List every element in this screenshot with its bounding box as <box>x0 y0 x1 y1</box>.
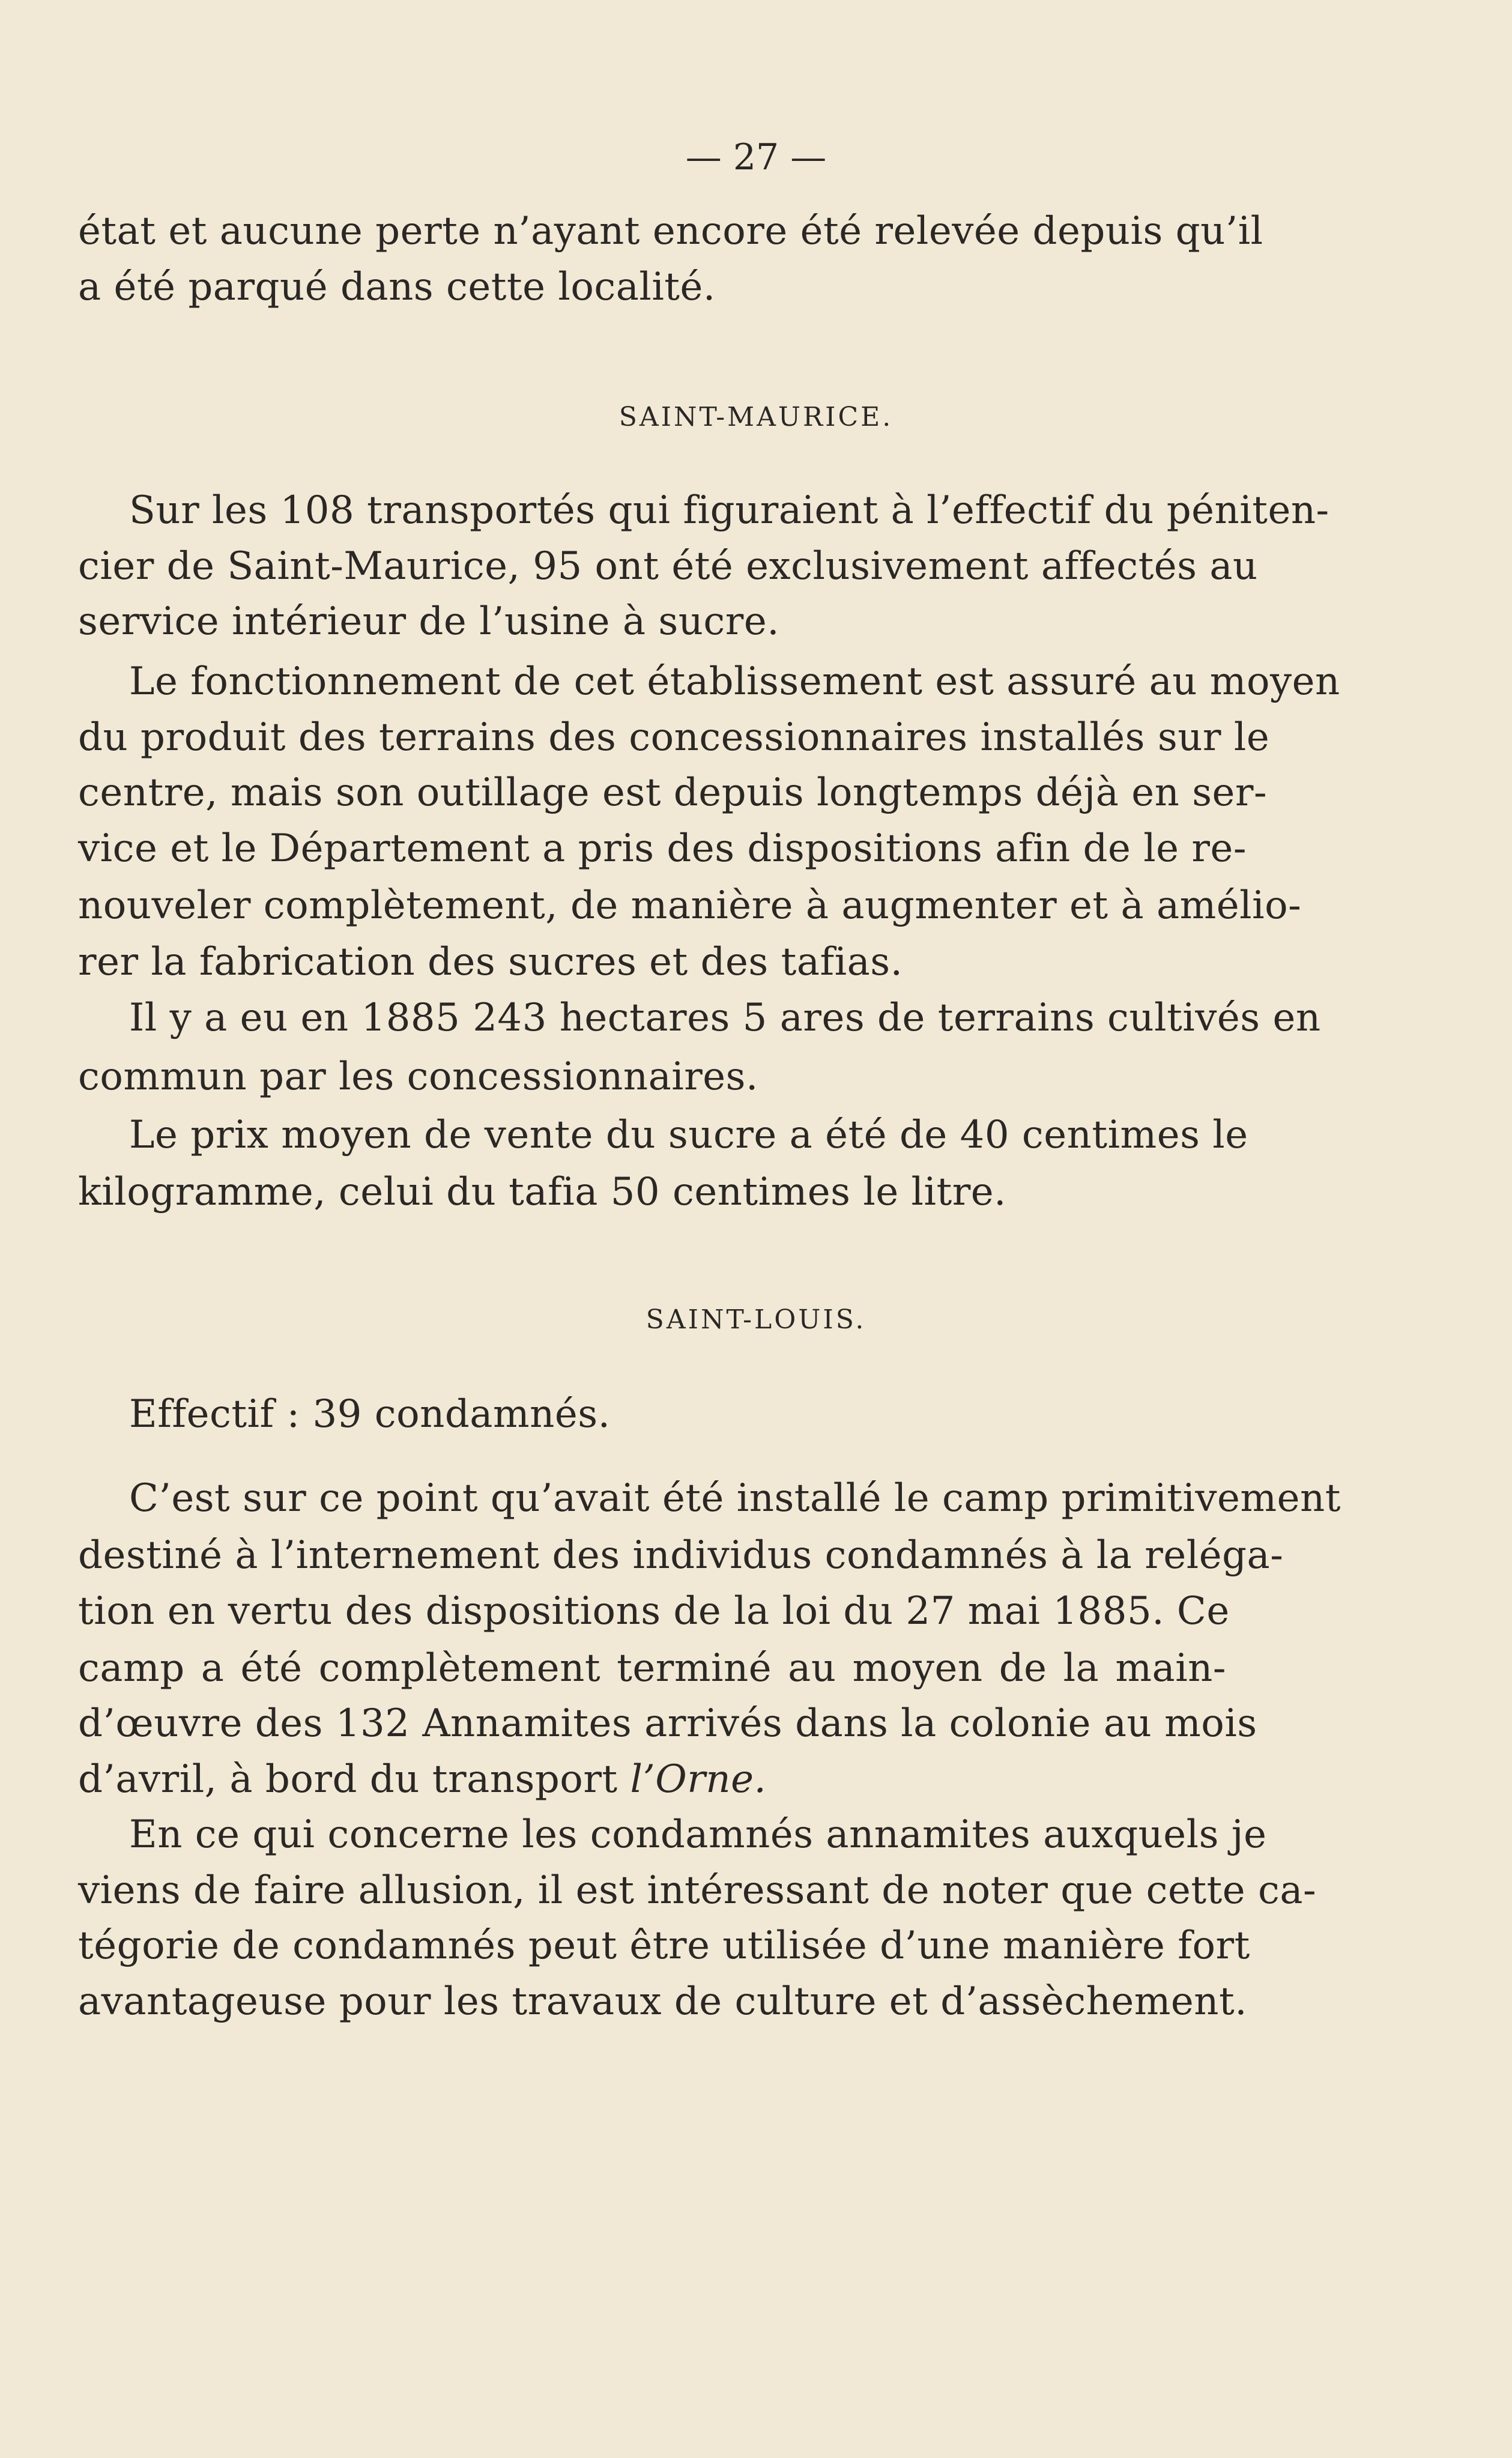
text-line: a été parqué dans cette localité. <box>78 265 716 309</box>
text-line: commun par les concessionnaires. <box>78 1055 758 1099</box>
text-line: camp a été complètement terminé au moyen de la main- <box>78 1646 1226 1691</box>
text-line: d’œuvre des 132 Annamites arrivés dans la colonie au mois <box>78 1701 1257 1746</box>
text-line: Effectif : 39 condamnés. <box>129 1392 611 1436</box>
text-line: rer la fabrication des sucres et des tafias. <box>78 940 903 984</box>
page-number: — 27 — <box>685 136 827 178</box>
text-line: nouveler complètement, de manière à augmenter et à amélio- <box>78 883 1302 928</box>
ship-name: l’Orne. <box>630 1757 767 1802</box>
text-line: En ce qui concerne les condamnés annamites auxquels je <box>129 1812 1267 1857</box>
text-line <box>78 1752 766 1806</box>
text-line: vice et le Département a pris des dispositions afin de le re- <box>78 826 1247 871</box>
text-line: Il y a eu en 1885 243 hectares 5 ares de terrains cultivés en <box>129 996 1321 1040</box>
text-span: d’avril, à bord du transport <box>78 1757 631 1802</box>
text-line: état et aucune perte n’ayant encore été relevée depuis qu’il <box>78 209 1263 253</box>
text-line: cier de Saint-Maurice, 95 ont été exclusivement affectés au <box>78 544 1258 589</box>
text-line: viens de faire allusion, il est intéressant de noter que cette ca- <box>78 1868 1317 1913</box>
text-line: kilogramme, celui du tafia 50 centimes le litre. <box>78 1170 1006 1214</box>
text-line: tion en vertu des dispositions de la loi du 27 mai 1885. Ce <box>78 1589 1230 1633</box>
text-line: Le prix moyen de vente du sucre a été de 40 centimes le <box>129 1113 1248 1157</box>
section-heading-saint-louis: SAINT-LOUIS. <box>646 1304 866 1335</box>
text-line: Le fonctionnement de cet établissement est assuré au moyen <box>129 659 1340 704</box>
text-line: tégorie de condamnés peut être utilisée d’une manière fort <box>78 1924 1250 1968</box>
section-heading-saint-maurice: SAINT-MAURICE. <box>618 402 894 432</box>
text-line: avantageuse pour les travaux de culture et d’assèchement. <box>78 1979 1248 2024</box>
text-line: du produit des terrains des concessionnaires installés sur le <box>78 715 1270 760</box>
text-line: centre, mais son outillage est depuis longtemps déjà en ser- <box>78 770 1268 815</box>
text-line: destiné à l’internement des individus condamnés à la relégа- <box>78 1533 1284 1578</box>
text-line: service intérieur de l’usine à sucre. <box>78 599 780 644</box>
text-line: Sur les 108 transportés qui figuraient à l’effectif du péniten- <box>129 488 1329 533</box>
text-line: C’est sur ce point qu’avait été installé le camp primitivement <box>129 1476 1341 1521</box>
